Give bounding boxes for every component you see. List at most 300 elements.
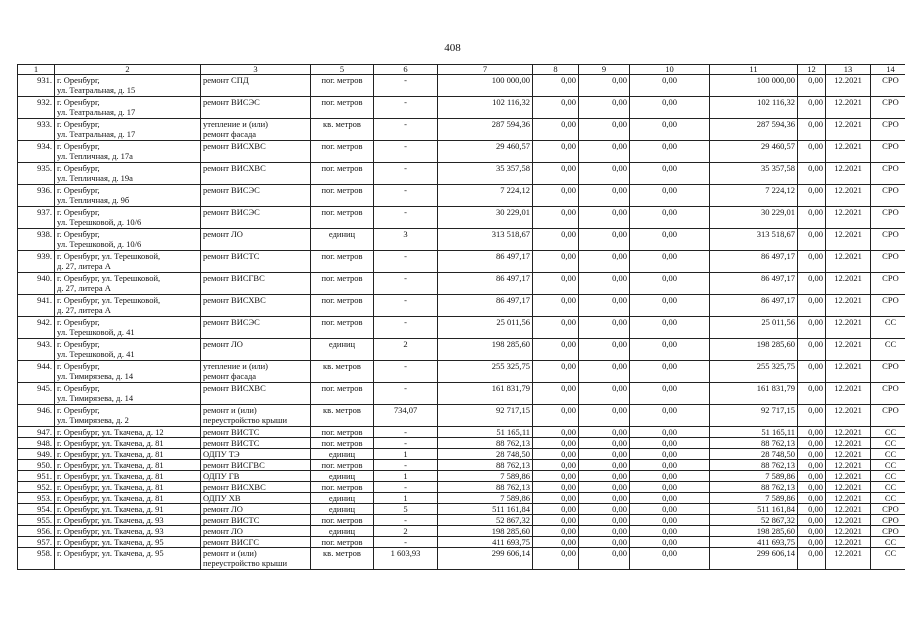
table-row	[18, 449, 905, 460]
col10-cell: 0,00	[630, 449, 710, 460]
row-number-cell: 944.	[18, 361, 55, 383]
work-type-cell: ремонт ВИСГС	[201, 537, 311, 548]
table-row	[18, 207, 905, 229]
col8-cell: 0,00	[533, 405, 579, 427]
column-number-header: 2	[55, 65, 201, 75]
col10-cell: 0,00	[630, 97, 710, 119]
quantity-cell: -	[374, 97, 438, 119]
unit-cell: единиц	[311, 449, 374, 460]
unit-cell: пог. метров	[311, 515, 374, 526]
work-type-cell: ремонт ВИСТС	[201, 515, 311, 526]
row-number-cell: 946.	[18, 405, 55, 427]
total-cost-cell: 7 589,86	[710, 471, 798, 482]
column-number-header: 9	[579, 65, 630, 75]
col8-cell: 0,00	[533, 75, 579, 97]
cost-cell: 198 285,60	[438, 526, 533, 537]
quantity-cell: -	[374, 185, 438, 207]
col12-cell: 0,00	[798, 383, 826, 405]
funding-source-cell: СРО	[871, 383, 905, 405]
col10-cell: 0,00	[630, 383, 710, 405]
table-row	[18, 119, 905, 141]
total-cost-cell: 7 224,12	[710, 185, 798, 207]
col8-cell: 0,00	[533, 317, 579, 339]
work-type-cell: ремонт ВИСЭС	[201, 185, 311, 207]
col9-cell: 0,00	[579, 295, 630, 317]
quantity-cell: -	[374, 141, 438, 163]
table-row	[18, 504, 905, 515]
col12-cell: 0,00	[798, 449, 826, 460]
row-number-cell: 948.	[18, 438, 55, 449]
col8-cell: 0,00	[533, 449, 579, 460]
total-cost-cell: 25 011,56	[710, 317, 798, 339]
table-body	[18, 75, 905, 570]
row-number-cell: 952.	[18, 482, 55, 493]
row-number-cell: 936.	[18, 185, 55, 207]
col12-cell: 0,00	[798, 163, 826, 185]
work-type-cell: ремонт ВИСХВС	[201, 141, 311, 163]
address-cell: г. Оренбург, ул. Ткачева, д. 81	[55, 493, 201, 504]
cost-cell: 92 717,15	[438, 405, 533, 427]
total-cost-cell: 7 589,86	[710, 493, 798, 504]
quantity-cell: -	[374, 515, 438, 526]
funding-source-cell: СС	[871, 317, 905, 339]
total-cost-cell: 52 867,32	[710, 515, 798, 526]
quantity-cell: -	[374, 427, 438, 438]
col12-cell: 0,00	[798, 141, 826, 163]
quantity-cell: -	[374, 482, 438, 493]
page-number: 408	[444, 42, 461, 54]
table-row	[18, 97, 905, 119]
row-number-cell: 949.	[18, 449, 55, 460]
row-number-cell: 935.	[18, 163, 55, 185]
table-row	[18, 339, 905, 361]
col12-cell: 0,00	[798, 471, 826, 482]
cost-cell: 86 497,17	[438, 273, 533, 295]
column-number-header: 1	[18, 65, 55, 75]
completion-date-cell: 12.2021	[826, 317, 871, 339]
completion-date-cell: 12.2021	[826, 207, 871, 229]
col10-cell: 0,00	[630, 273, 710, 295]
row-number-cell: 942.	[18, 317, 55, 339]
quantity-cell: -	[374, 383, 438, 405]
address-cell: г. Оренбург, ул. Ткачева, д. 12	[55, 427, 201, 438]
table-row	[18, 163, 905, 185]
col9-cell: 0,00	[579, 482, 630, 493]
funding-source-cell: СРО	[871, 405, 905, 427]
cost-cell: 88 762,13	[438, 460, 533, 471]
funding-source-cell: СС	[871, 438, 905, 449]
address-cell: г. Оренбург, ул. Терешковой, д. 41	[55, 339, 201, 361]
col12-cell: 0,00	[798, 438, 826, 449]
column-number-header: 10	[630, 65, 710, 75]
address-cell: г. Оренбург, ул. Ткачева, д. 81	[55, 471, 201, 482]
col9-cell: 0,00	[579, 207, 630, 229]
col9-cell: 0,00	[579, 548, 630, 570]
quantity-cell: -	[374, 317, 438, 339]
column-number-header: 12	[798, 65, 826, 75]
work-type-cell: ремонт ВИСТС	[201, 251, 311, 273]
address-cell: г. Оренбург, ул. Театральная, д. 17	[55, 97, 201, 119]
column-number-header: 7	[438, 65, 533, 75]
total-cost-cell: 411 693,75	[710, 537, 798, 548]
total-cost-cell: 299 606,14	[710, 548, 798, 570]
cost-cell: 35 357,58	[438, 163, 533, 185]
total-cost-cell: 28 748,50	[710, 449, 798, 460]
unit-cell: единиц	[311, 471, 374, 482]
col12-cell: 0,00	[798, 482, 826, 493]
work-type-cell: ремонт ВИСТС	[201, 438, 311, 449]
quantity-cell: -	[374, 361, 438, 383]
table-row	[18, 515, 905, 526]
quantity-cell: 1 603,93	[374, 548, 438, 570]
col10-cell: 0,00	[630, 361, 710, 383]
quantity-cell: 734,07	[374, 405, 438, 427]
table-row	[18, 427, 905, 438]
total-cost-cell: 51 165,11	[710, 427, 798, 438]
completion-date-cell: 12.2021	[826, 295, 871, 317]
quantity-cell: 5	[374, 504, 438, 515]
quantity-cell: 2	[374, 526, 438, 537]
cost-cell: 86 497,17	[438, 251, 533, 273]
funding-source-cell: СРО	[871, 229, 905, 251]
cost-cell: 161 831,79	[438, 383, 533, 405]
row-number-cell: 945.	[18, 383, 55, 405]
address-cell: г. Оренбург, ул. Ткачева, д. 81	[55, 482, 201, 493]
unit-cell: кв. метров	[311, 548, 374, 570]
col9-cell: 0,00	[579, 273, 630, 295]
work-type-cell: ОДПУ ХВ	[201, 493, 311, 504]
col9-cell: 0,00	[579, 75, 630, 97]
address-cell: г. Оренбург, ул. Ткачева, д. 91	[55, 504, 201, 515]
work-type-cell: ремонт ВИСХВС	[201, 383, 311, 405]
column-number-row	[18, 65, 905, 75]
col10-cell: 0,00	[630, 515, 710, 526]
cost-cell: 411 693,75	[438, 537, 533, 548]
col8-cell: 0,00	[533, 526, 579, 537]
column-number-header: 5	[311, 65, 374, 75]
col10-cell: 0,00	[630, 163, 710, 185]
completion-date-cell: 12.2021	[826, 229, 871, 251]
col10-cell: 0,00	[630, 141, 710, 163]
unit-cell: пог. метров	[311, 383, 374, 405]
col9-cell: 0,00	[579, 427, 630, 438]
col9-cell: 0,00	[579, 405, 630, 427]
col8-cell: 0,00	[533, 97, 579, 119]
col9-cell: 0,00	[579, 504, 630, 515]
work-type-cell: ОДПУ ГВ	[201, 471, 311, 482]
quantity-cell: -	[374, 163, 438, 185]
cost-cell: 7 589,86	[438, 471, 533, 482]
col10-cell: 0,00	[630, 504, 710, 515]
funding-source-cell: СРО	[871, 273, 905, 295]
cost-cell: 51 165,11	[438, 427, 533, 438]
total-cost-cell: 161 831,79	[710, 383, 798, 405]
table-row	[18, 482, 905, 493]
completion-date-cell: 12.2021	[826, 482, 871, 493]
row-number-cell: 957.	[18, 537, 55, 548]
address-cell: г. Оренбург, ул. Тимирязева, д. 2	[55, 405, 201, 427]
funding-source-cell: СРО	[871, 361, 905, 383]
row-number-cell: 947.	[18, 427, 55, 438]
col10-cell: 0,00	[630, 185, 710, 207]
work-type-cell: ремонт ЛО	[201, 229, 311, 251]
completion-date-cell: 12.2021	[826, 119, 871, 141]
address-cell: г. Оренбург, ул. Ткачева, д. 95	[55, 537, 201, 548]
funding-source-cell: СС	[871, 537, 905, 548]
col8-cell: 0,00	[533, 460, 579, 471]
table-row	[18, 383, 905, 405]
work-type-cell: ремонт ВИСХВС	[201, 295, 311, 317]
unit-cell: кв. метров	[311, 361, 374, 383]
address-cell: г. Оренбург, ул. Ткачева, д. 81	[55, 438, 201, 449]
table-row	[18, 251, 905, 273]
quantity-cell: 2	[374, 339, 438, 361]
column-number-header: 14	[871, 65, 905, 75]
cost-cell: 198 285,60	[438, 339, 533, 361]
col8-cell: 0,00	[533, 471, 579, 482]
col10-cell: 0,00	[630, 526, 710, 537]
table-row	[18, 493, 905, 504]
work-type-cell: ремонт ЛО	[201, 504, 311, 515]
column-number-header: 3	[201, 65, 311, 75]
table-row	[18, 548, 905, 570]
total-cost-cell: 198 285,60	[710, 339, 798, 361]
unit-cell: пог. метров	[311, 317, 374, 339]
col9-cell: 0,00	[579, 471, 630, 482]
unit-cell: кв. метров	[311, 405, 374, 427]
total-cost-cell: 198 285,60	[710, 526, 798, 537]
unit-cell: пог. метров	[311, 460, 374, 471]
unit-cell: единиц	[311, 493, 374, 504]
col9-cell: 0,00	[579, 526, 630, 537]
row-number-cell: 934.	[18, 141, 55, 163]
completion-date-cell: 12.2021	[826, 405, 871, 427]
cost-cell: 7 589,86	[438, 493, 533, 504]
quantity-cell: -	[374, 119, 438, 141]
col12-cell: 0,00	[798, 339, 826, 361]
unit-cell: пог. метров	[311, 163, 374, 185]
total-cost-cell: 511 161,84	[710, 504, 798, 515]
funding-source-cell: СРО	[871, 295, 905, 317]
funding-source-cell: СРО	[871, 97, 905, 119]
col8-cell: 0,00	[533, 548, 579, 570]
total-cost-cell: 88 762,13	[710, 482, 798, 493]
col8-cell: 0,00	[533, 504, 579, 515]
funding-source-cell: СС	[871, 427, 905, 438]
unit-cell: пог. метров	[311, 75, 374, 97]
quantity-cell: -	[374, 207, 438, 229]
work-type-cell: ремонт ВИСЭС	[201, 97, 311, 119]
col12-cell: 0,00	[798, 317, 826, 339]
unit-cell: пог. метров	[311, 537, 374, 548]
cost-cell: 7 224,12	[438, 185, 533, 207]
row-number-cell: 937.	[18, 207, 55, 229]
funding-source-cell: СРО	[871, 163, 905, 185]
address-cell: г. Оренбург, ул. Театральная, д. 15	[55, 75, 201, 97]
unit-cell: пог. метров	[311, 141, 374, 163]
total-cost-cell: 30 229,01	[710, 207, 798, 229]
address-cell: г. Оренбург, ул. Тимирязева, д. 14	[55, 383, 201, 405]
col9-cell: 0,00	[579, 163, 630, 185]
col8-cell: 0,00	[533, 273, 579, 295]
work-type-cell: ремонт и (или) переустройство крыши	[201, 405, 311, 427]
completion-date-cell: 12.2021	[826, 273, 871, 295]
completion-date-cell: 12.2021	[826, 526, 871, 537]
col9-cell: 0,00	[579, 251, 630, 273]
col12-cell: 0,00	[798, 75, 826, 97]
unit-cell: кв. метров	[311, 119, 374, 141]
cost-cell: 28 748,50	[438, 449, 533, 460]
table-row	[18, 295, 905, 317]
cost-cell: 102 116,32	[438, 97, 533, 119]
cost-cell: 52 867,32	[438, 515, 533, 526]
col12-cell: 0,00	[798, 273, 826, 295]
col8-cell: 0,00	[533, 229, 579, 251]
col9-cell: 0,00	[579, 383, 630, 405]
unit-cell: пог. метров	[311, 97, 374, 119]
row-number-cell: 955.	[18, 515, 55, 526]
col9-cell: 0,00	[579, 361, 630, 383]
row-number-cell: 953.	[18, 493, 55, 504]
address-cell: г. Оренбург, ул. Терешковой, д. 27, литера А	[55, 273, 201, 295]
total-cost-cell: 86 497,17	[710, 251, 798, 273]
row-number-cell: 939.	[18, 251, 55, 273]
col10-cell: 0,00	[630, 482, 710, 493]
col10-cell: 0,00	[630, 317, 710, 339]
table-row	[18, 185, 905, 207]
row-number-cell: 943.	[18, 339, 55, 361]
unit-cell: пог. метров	[311, 207, 374, 229]
total-cost-cell: 102 116,32	[710, 97, 798, 119]
col10-cell: 0,00	[630, 405, 710, 427]
col12-cell: 0,00	[798, 526, 826, 537]
address-cell: г. Оренбург, ул. Ткачева, д. 81	[55, 449, 201, 460]
address-cell: г. Оренбург, ул. Ткачева, д. 81	[55, 460, 201, 471]
table-row	[18, 438, 905, 449]
cost-cell: 86 497,17	[438, 295, 533, 317]
column-number-header: 13	[826, 65, 871, 75]
address-cell: г. Оренбург, ул. Тепличная, д. 9б	[55, 185, 201, 207]
col8-cell: 0,00	[533, 383, 579, 405]
address-cell: г. Оренбург, ул. Театральная, д. 17	[55, 119, 201, 141]
total-cost-cell: 35 357,58	[710, 163, 798, 185]
completion-date-cell: 12.2021	[826, 504, 871, 515]
cost-cell: 255 325,75	[438, 361, 533, 383]
completion-date-cell: 12.2021	[826, 141, 871, 163]
row-number-cell: 931.	[18, 75, 55, 97]
table-row	[18, 460, 905, 471]
total-cost-cell: 287 594,36	[710, 119, 798, 141]
unit-cell: пог. метров	[311, 295, 374, 317]
col8-cell: 0,00	[533, 207, 579, 229]
total-cost-cell: 86 497,17	[710, 273, 798, 295]
quantity-cell: 1	[374, 449, 438, 460]
completion-date-cell: 12.2021	[826, 163, 871, 185]
quantity-cell: -	[374, 460, 438, 471]
quantity-cell: 1	[374, 493, 438, 504]
col8-cell: 0,00	[533, 185, 579, 207]
address-cell: г. Оренбург, ул. Терешковой, д. 41	[55, 317, 201, 339]
col9-cell: 0,00	[579, 317, 630, 339]
completion-date-cell: 12.2021	[826, 438, 871, 449]
table-row	[18, 229, 905, 251]
cost-cell: 313 518,67	[438, 229, 533, 251]
col12-cell: 0,00	[798, 493, 826, 504]
completion-date-cell: 12.2021	[826, 75, 871, 97]
cost-cell: 511 161,84	[438, 504, 533, 515]
address-cell: г. Оренбург, ул. Ткачева, д. 93	[55, 515, 201, 526]
work-type-cell: утепление и (или) ремонт фасада	[201, 119, 311, 141]
work-type-cell: ремонт ВИСХВС	[201, 482, 311, 493]
completion-date-cell: 12.2021	[826, 493, 871, 504]
address-cell: г. Оренбург, ул. Терешковой, д. 27, литера А	[55, 295, 201, 317]
col10-cell: 0,00	[630, 471, 710, 482]
col12-cell: 0,00	[798, 185, 826, 207]
col10-cell: 0,00	[630, 548, 710, 570]
funding-source-cell: СС	[871, 471, 905, 482]
work-type-cell: ремонт ЛО	[201, 526, 311, 537]
funding-source-cell: СРО	[871, 185, 905, 207]
quantity-cell: 1	[374, 471, 438, 482]
unit-cell: пог. метров	[311, 438, 374, 449]
address-cell: г. Оренбург, ул. Ткачева, д. 95	[55, 548, 201, 570]
col8-cell: 0,00	[533, 493, 579, 504]
col12-cell: 0,00	[798, 207, 826, 229]
col10-cell: 0,00	[630, 460, 710, 471]
work-type-cell: утепление и (или) ремонт фасада	[201, 361, 311, 383]
col9-cell: 0,00	[579, 438, 630, 449]
col10-cell: 0,00	[630, 537, 710, 548]
row-number-cell: 932.	[18, 97, 55, 119]
completion-date-cell: 12.2021	[826, 471, 871, 482]
table-row	[18, 361, 905, 383]
column-number-header: 11	[710, 65, 798, 75]
table-row	[18, 273, 905, 295]
completion-date-cell: 12.2021	[826, 339, 871, 361]
funding-source-cell: СРО	[871, 75, 905, 97]
funding-source-cell: СРО	[871, 526, 905, 537]
funding-source-cell: СРО	[871, 141, 905, 163]
col10-cell: 0,00	[630, 339, 710, 361]
funding-source-cell: СРО	[871, 119, 905, 141]
col12-cell: 0,00	[798, 295, 826, 317]
col9-cell: 0,00	[579, 449, 630, 460]
cost-cell: 88 762,13	[438, 482, 533, 493]
total-cost-cell: 88 762,13	[710, 438, 798, 449]
quantity-cell: -	[374, 438, 438, 449]
row-number-cell: 954.	[18, 504, 55, 515]
row-number-cell: 956.	[18, 526, 55, 537]
col8-cell: 0,00	[533, 163, 579, 185]
funding-source-cell: СРО	[871, 207, 905, 229]
address-cell: г. Оренбург, ул. Ткачева, д. 93	[55, 526, 201, 537]
unit-cell: пог. метров	[311, 482, 374, 493]
completion-date-cell: 12.2021	[826, 185, 871, 207]
cost-cell: 25 011,56	[438, 317, 533, 339]
funding-source-cell: СС	[871, 449, 905, 460]
completion-date-cell: 12.2021	[826, 548, 871, 570]
col8-cell: 0,00	[533, 251, 579, 273]
col10-cell: 0,00	[630, 229, 710, 251]
unit-cell: пог. метров	[311, 185, 374, 207]
col9-cell: 0,00	[579, 493, 630, 504]
address-cell: г. Оренбург, ул. Терешковой, д. 10/6	[55, 207, 201, 229]
funding-source-cell: СРО	[871, 504, 905, 515]
col10-cell: 0,00	[630, 207, 710, 229]
col12-cell: 0,00	[798, 119, 826, 141]
column-number-header: 8	[533, 65, 579, 75]
col10-cell: 0,00	[630, 295, 710, 317]
